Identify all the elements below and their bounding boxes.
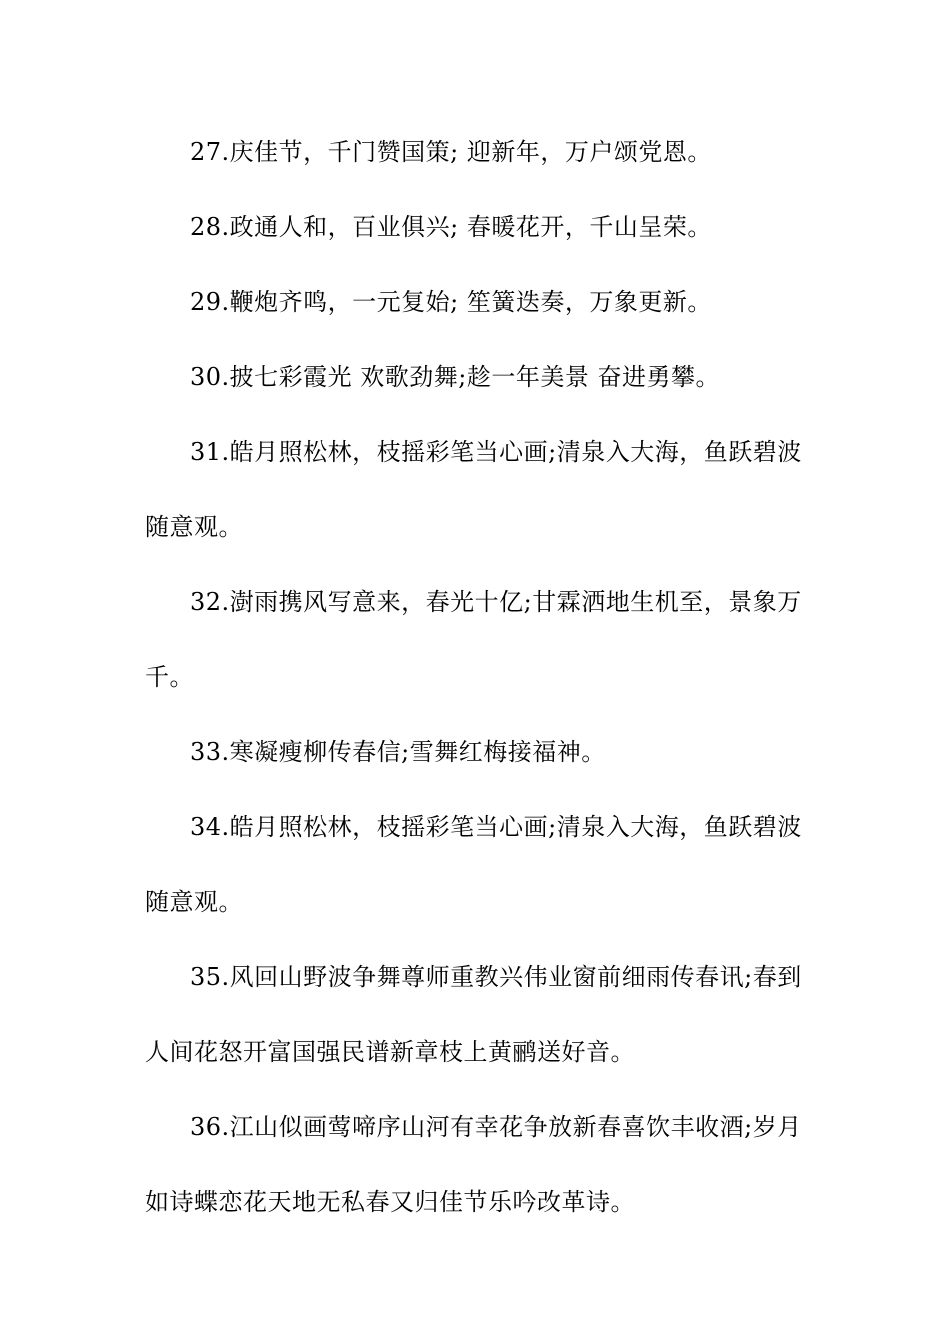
couplet-35-continued: 人间花怒开富国强民谱新章枝上黄鹂送好音。 (145, 1038, 635, 1066)
couplet-36: 36.江山似画莺啼序山河有幸花争放新春喜饮丰收酒;岁月 (190, 1113, 802, 1141)
couplet-31: 31.皓月照松林，枝摇彩笔当心画;清泉入大海，鱼跃碧波 (190, 438, 802, 466)
couplet-30: 30.披七彩霞光 欢歌劲舞;趁一年美景 奋进勇攀。 (190, 363, 721, 391)
couplet-34: 34.皓月照松林，枝摇彩笔当心画;清泉入大海，鱼跃碧波 (190, 813, 802, 841)
couplet-32-continued: 千。 (145, 663, 194, 691)
couplet-29: 29.鞭炮齐鸣，一元复始; 笙簧迭奏，万象更新。 (190, 288, 712, 316)
couplet-27: 27.庆佳节，千门赞国策; 迎新年，万户颂党恩。 (190, 138, 712, 166)
couplet-32: 32.澍雨携风写意来，春光十亿;甘霖洒地生机至，景象万 (190, 588, 802, 616)
couplet-34-continued: 随意观。 (145, 888, 243, 916)
couplet-36-continued: 如诗蝶恋花天地无私春又归佳节乐吟改革诗。 (145, 1188, 635, 1216)
couplet-28: 28.政通人和，百业俱兴; 春暖花开，千山呈荣。 (190, 213, 712, 241)
couplet-33: 33.寒凝瘦柳传春信;雪舞红梅接福神。 (190, 738, 606, 766)
couplet-35: 35.风回山野波争舞尊师重教兴伟业窗前细雨传春讯;春到 (190, 963, 802, 991)
couplet-31-continued: 随意观。 (145, 513, 243, 541)
